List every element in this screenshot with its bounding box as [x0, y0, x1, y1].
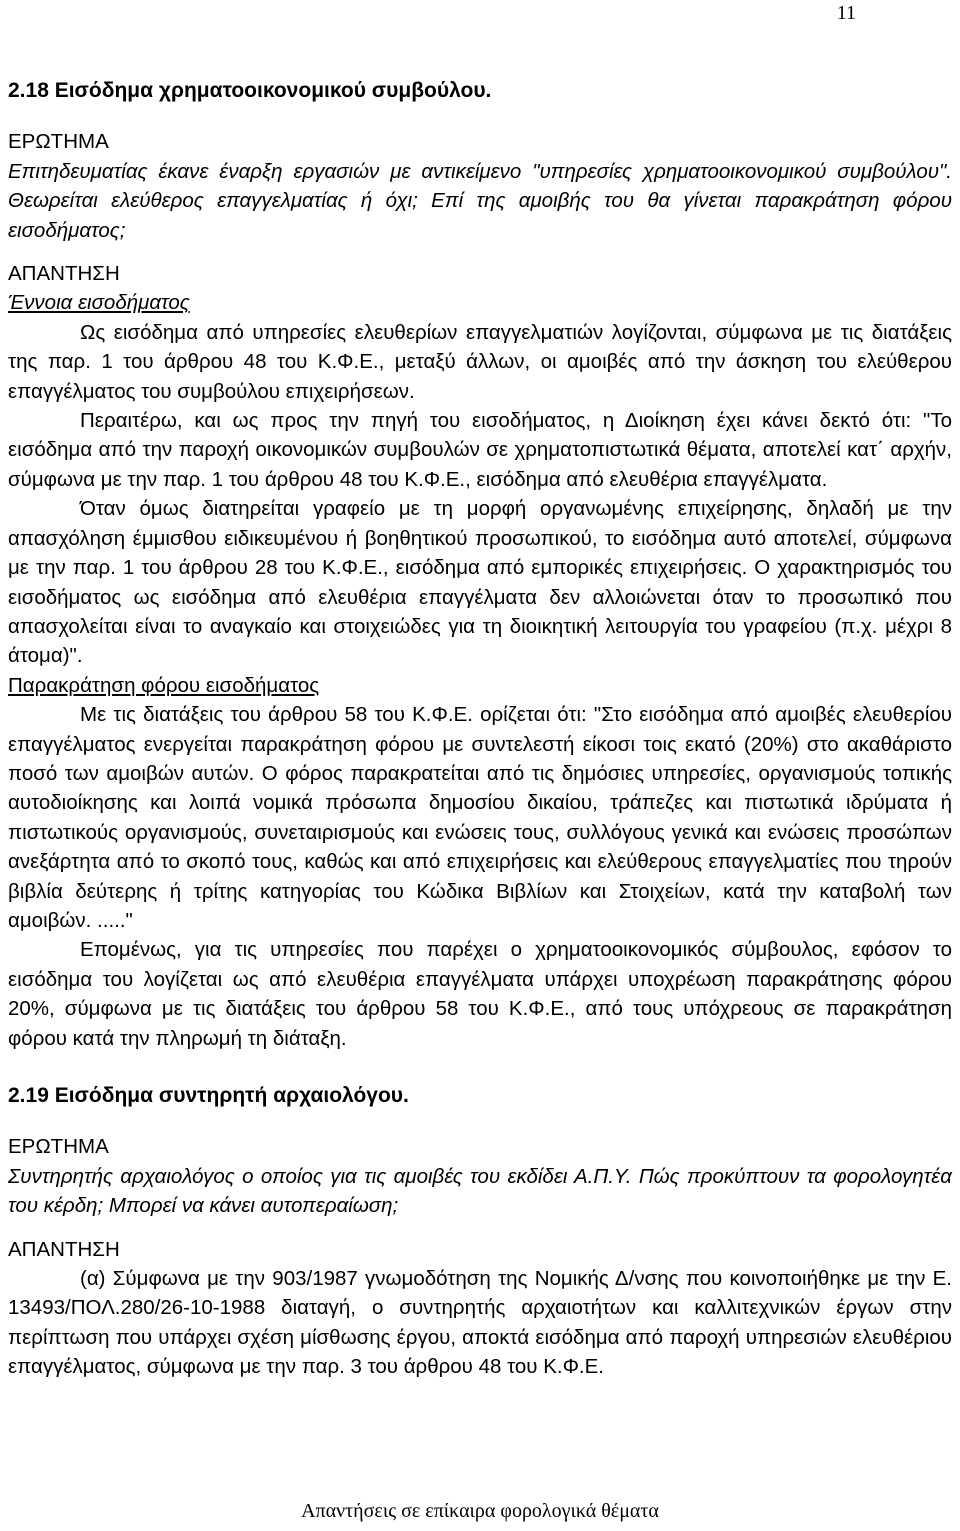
answer-label: ΑΠΑΝΤΗΣΗ	[8, 1237, 120, 1261]
subheading-income-concept: Έννοια εισοδήματος	[8, 291, 190, 315]
section-218-title: 2.18 Εισόδημα χρηματοοικονομικού συμβούλου.	[8, 79, 492, 102]
paragraph: Ως εισόδημα από υπηρεσίες ελευθερίων επαγγελματιών λογίζονται, σύμφωνα με τις διατάξεις της παρ. 1 του άρθρου 48 του Κ.Φ.Ε., μεταξύ άλλων, οι αμοιβές από την άσκηση του ελεύθερου επαγγέλματος του συμβούλου επιχειρήσεων.	[8, 320, 952, 403]
answer-label: ΑΠΑΝΤΗΣΗ	[8, 262, 120, 286]
question-label: ΕΡΩΤΗΜΑ	[8, 1135, 109, 1159]
question-label: ΕΡΩΤΗΜΑ	[8, 130, 109, 154]
paragraph: (α) Σύμφωνα με την 903/1987 γνωμοδότηση της Νομικής Δ/νσης που κοινοποιήθηκε με την Ε. 13493/ΠΟΛ.280/26-10-1988 διαταγή, ο συντηρητής αρχαιοτήτων και καλλιτεχνικών έργων στην περίπτωση που υπάρχει σχέση μίσθωσης έργου, αποκτά εισόδημα από παροχή υπηρεσιών ελευθέριου επαγγέλματος, σύμφωνα με την παρ. 3 του άρθρου 48 του Κ.Φ.Ε.	[8, 1267, 952, 1379]
paragraph: Όταν όμως διατηρείται γραφείο με τη μορφή οργανωμένης επιχείρησης, δηλαδή με την απασχόληση έμμισθου ειδικευμένου ή βοηθητικού προσωπικού, το εισόδημα αυτό αποτελεί, σύμφωνα με την παρ. 1 του άρθρου 28 του Κ.Φ.Ε., εισόδημα από εμπορικές επιχειρήσεις. Ο χαρακτηρισμός του εισοδήματος ως εισόδημα από ελευθέρια επαγγέλματα δεν αλλοιώνεται όταν το προσωπικό που απασχολείται είναι το αναγκαίο και στοιχειώδες για τη διοικητική λειτουργία του γραφείου (π.χ. μέχρι 8 άτομα)".	[8, 497, 952, 668]
question-text: Συντηρητής αρχαιολόγος ο οποίος για τις αμοιβές του εκδίδει Α.Π.Υ. Πώς προκύπτουν τα φορολογητέα του κέρδη; Μπορεί να κάνει αυτοπεραίωση;	[8, 1164, 952, 1218]
page-footer: Απαντήσεις σε επίκαιρα φορολογικά θέματα	[301, 1500, 659, 1522]
page-number: 11	[836, 2, 856, 24]
document-body	[8, 76, 952, 1382]
question-text: Επιτηδευματίας έκανε έναρξη εργασιών με αντικείμενο "υπηρεσίες χρηματοοικονομικού συμβούλου". Θεωρείται ελεύθερος επαγγελματίας ή όχι; Επί της αμοιβής του θα γίνεται παρακράτηση φόρου εισοδήματος;	[8, 159, 952, 242]
subheading-withholding: Παρακράτηση φόρου εισοδήματος	[8, 673, 320, 697]
paragraph: Περαιτέρω, και ως προς την πηγή του εισοδήματος, η Διοίκηση έχει κάνει δεκτό ότι: "Το εισόδημα από την παροχή οικονομικών συμβουλών σε χρηματοπιστωτικά θέματα, αποτελεί κατ΄ αρχήν, σύμφωνα με την παρ. 1 του άρθρου 48 του Κ.Φ.Ε., εισόδημα από ελευθέρια επαγγέλματα.	[8, 409, 952, 491]
section-219-title: 2.19 Εισόδημα συντηρητή αρχαιολόγου.	[8, 1084, 409, 1107]
paragraph: Με τις διατάξεις του άρθρου 58 του Κ.Φ.Ε. ορίζεται ότι: "Στο εισόδημα από αμοιβές ελευθερίου επαγγέλματος ενεργείται παρακράτηση φόρου με συντελεστή είκοσι τοις εκατό (20%) στο ακαθάριστο ποσό των αμοιβών αυτών. Ο φόρος παρακρατείται από τις δημόσιες υπηρεσίες, οργανισμούς τοπικής αυτοδιοίκησης και λοιπά νομικά πρόσωπα δημοσίου δικαίου, τράπεζες και πιστωτικά ιδρύματα ή πιστωτικούς οργανισμούς, συνεταιρισμούς και ενώσεις τους, συλλόγους γενικά και ενώσεις προσώπων ανεξάρτητα από το σκοπό τους, καθώς και από επιχειρήσεις και ελεύθερους επαγγελματίες που τηρούν βιβλία δεύτερης ή τρίτης κατηγορίας του Κώδικα Βιβλίων και Στοιχείων, κατά την καταβολή των αμοιβών. ....."	[8, 703, 952, 932]
paragraph: Επομένως, για τις υπηρεσίες που παρέχει ο χρηματοοικονομικός σύμβουλος, εφόσον το εισόδημα του λογίζεται ως από ελευθέρια επαγγέλματα υπάρχει υποχρέωση παρακράτησης φόρου 20%, σύμφωνα με τις διατάξεις του άρθρου 58 του Κ.Φ.Ε., από τους υπόχρεους σε παρακράτηση φόρου κατά την πληρωμή τη διάταξη.	[8, 938, 952, 1050]
